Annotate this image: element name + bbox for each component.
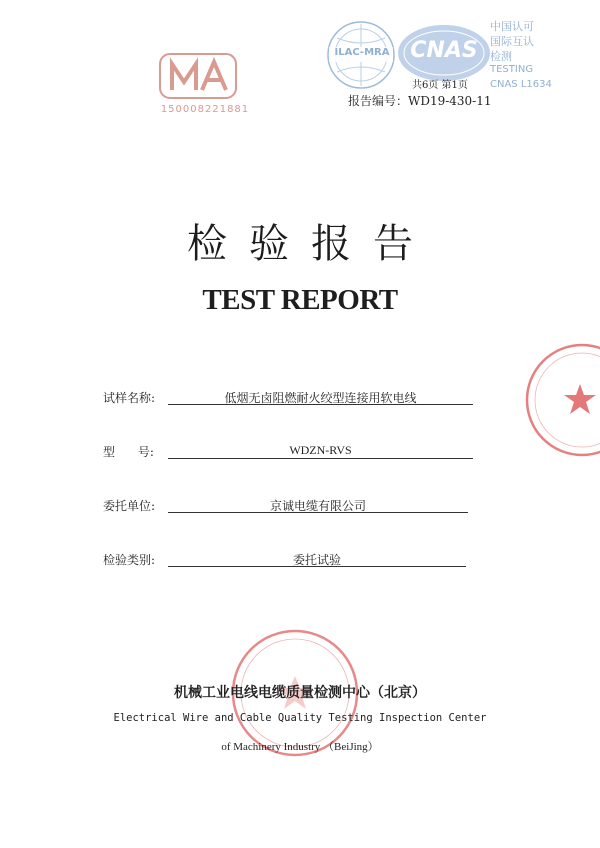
issuer-name-english-line1: Electrical Wire and Cable Quality Testing Inspection Center <box>113 712 487 724</box>
official-seal-right <box>522 340 600 460</box>
field-value-sample-name: 低烟无卤阻燃耐火绞型连接用软电线 <box>224 391 417 405</box>
field-underline <box>168 512 468 513</box>
title-chinese: 检验报告 <box>187 221 435 267</box>
cnas-testing-text: TESTING <box>490 64 534 75</box>
report-number: 报告编号：WD19-430-11 <box>348 94 492 108</box>
field-underline <box>168 566 466 567</box>
title-english: TEST REPORT <box>202 284 398 316</box>
issuer-name-english-line2: of Machinery Industry （BeiJing） <box>221 741 379 753</box>
field-underline <box>168 458 473 459</box>
issuer-name-chinese: 机械工业电线电缆质量检测中心（北京） <box>174 685 426 701</box>
field-label-sample-name: 试样名称: <box>103 391 156 405</box>
cnas-chinese-line: 检测 <box>490 50 512 63</box>
cnas-chinese-line: 中国认可 <box>490 20 534 33</box>
cnas-code: CNAS L1634 <box>490 79 552 90</box>
page-count: 共6页 第1页 <box>412 80 468 91</box>
field-label-client: 委托单位: <box>103 499 156 513</box>
ma-number: 150008221881 <box>160 104 250 115</box>
ma-certification-logo <box>158 52 238 100</box>
field-label-model: 型 号: <box>103 445 154 459</box>
field-value-model: WDZN-RVS <box>289 443 352 457</box>
cnas-chinese-line: 国际互认 <box>490 35 534 48</box>
field-value-test-type: 委托试验 <box>292 553 341 567</box>
cnas-label: CNAS <box>410 38 478 63</box>
ilac-mra-label: ILAC-MRA <box>334 47 390 58</box>
field-value-client: 京诚电缆有限公司 <box>269 499 366 513</box>
field-label-test-type: 检验类别: <box>103 553 156 567</box>
field-underline <box>168 404 473 405</box>
